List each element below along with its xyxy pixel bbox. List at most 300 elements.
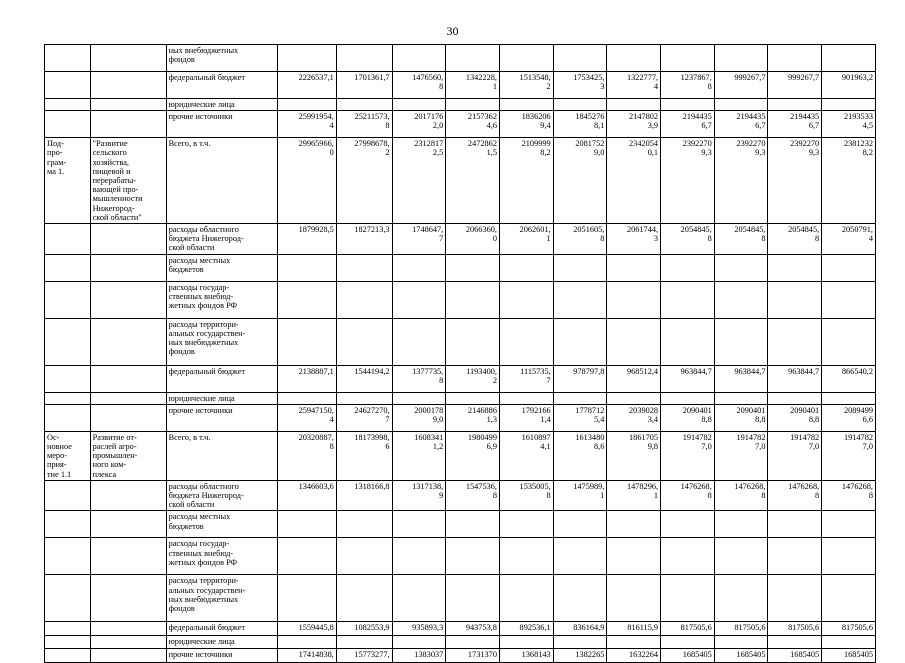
value-cell — [607, 511, 661, 538]
value-cell: 1237867, 8 — [661, 72, 715, 99]
value-cell — [661, 318, 715, 365]
program-name-cell: Развитие от- раслей агро- промышлен- ного ком- плекса — [90, 431, 166, 480]
value-cell: 1879928,5 — [278, 224, 337, 255]
value-cell — [336, 636, 392, 648]
value-cell: 25991954, 4 — [278, 111, 337, 138]
page-number: 30 — [446, 24, 459, 38]
value-cell: 2157362 4,6 — [446, 111, 500, 138]
program-name-cell — [90, 254, 166, 281]
value-cell: 1559445,8 — [278, 622, 337, 636]
program-code-cell — [45, 636, 91, 648]
value-cell: 2381232 8,2 — [822, 138, 876, 224]
program-code-cell — [45, 224, 91, 255]
value-cell: 817505,6 — [714, 622, 768, 636]
value-cell: 1914782 7,0 — [714, 431, 768, 480]
program-name-cell — [90, 318, 166, 365]
program-code-cell — [45, 281, 91, 318]
value-cell: 2017176 2,0 — [392, 111, 446, 138]
value-cell — [822, 392, 876, 404]
program-name-cell — [90, 648, 166, 662]
value-cell: 2054845, 8 — [714, 224, 768, 255]
table-row — [45, 99, 876, 111]
value-cell — [768, 45, 822, 72]
value-cell — [822, 636, 876, 648]
value-cell: 1685405 — [714, 648, 768, 662]
program-name-cell — [90, 636, 166, 648]
table-row — [45, 254, 876, 281]
value-cell — [822, 538, 876, 575]
value-cell: 1827213,3 — [336, 224, 392, 255]
value-cell — [822, 254, 876, 281]
value-cell — [446, 392, 500, 404]
value-cell — [553, 538, 607, 575]
value-cell: 15773277, — [336, 648, 392, 662]
value-cell: 2062601, 1 — [499, 224, 553, 255]
table-row — [45, 224, 876, 255]
funding-source-cell: расходы областного бюджета Нижегород- ской области — [166, 224, 277, 255]
value-cell — [392, 511, 446, 538]
value-cell: 2090401 8,8 — [661, 404, 715, 431]
funding-source-cell: расходы местных бюджетов — [166, 511, 277, 538]
value-cell — [499, 281, 553, 318]
value-cell: 1836206 9,4 — [499, 111, 553, 138]
value-cell: 25947150, 4 — [278, 404, 337, 431]
funding-source-cell: расходы территори- альных государствен- ных внебюджетных фондов — [166, 318, 277, 365]
table-row — [45, 511, 876, 538]
program-code-cell — [45, 622, 91, 636]
value-cell: 1082553,9 — [336, 622, 392, 636]
value-cell: 1748647, 7 — [392, 224, 446, 255]
value-cell: 817505,6 — [822, 622, 876, 636]
value-cell — [336, 254, 392, 281]
value-cell: 2392270 9,3 — [714, 138, 768, 224]
value-cell: 1792166 1,4 — [499, 404, 553, 431]
value-cell: 1685405 — [661, 648, 715, 662]
value-cell — [446, 45, 500, 72]
value-cell: 817505,6 — [661, 622, 715, 636]
program-name-cell — [90, 622, 166, 636]
program-code-cell — [45, 365, 91, 392]
value-cell — [661, 45, 715, 72]
value-cell: 935893,3 — [392, 622, 446, 636]
value-cell — [714, 511, 768, 538]
value-cell — [446, 538, 500, 575]
value-cell — [822, 511, 876, 538]
value-cell: 2066360, 0 — [446, 224, 500, 255]
value-cell — [553, 99, 607, 111]
value-cell — [278, 318, 337, 365]
program-name-cell — [90, 404, 166, 431]
value-cell — [336, 281, 392, 318]
value-cell: 892536,1 — [499, 622, 553, 636]
program-code-cell — [45, 575, 91, 622]
value-cell — [822, 99, 876, 111]
value-cell: 2089499 6,6 — [822, 404, 876, 431]
value-cell: 1701361,7 — [336, 72, 392, 99]
value-cell: 1342228, 1 — [446, 72, 500, 99]
program-code-cell — [45, 318, 91, 365]
value-cell: 968512,4 — [607, 365, 661, 392]
table-row — [45, 575, 876, 622]
value-cell — [607, 99, 661, 111]
funding-source-cell: федеральный бюджет — [166, 72, 277, 99]
value-cell — [278, 254, 337, 281]
funding-source-cell: прочие источники — [166, 111, 277, 138]
value-cell — [499, 538, 553, 575]
value-cell: 1778712 5,4 — [553, 404, 607, 431]
value-cell: 2054845, 8 — [661, 224, 715, 255]
value-cell — [392, 636, 446, 648]
table-row — [45, 281, 876, 318]
value-cell — [278, 392, 337, 404]
program-code-cell — [45, 480, 91, 511]
value-cell: 1346603,6 — [278, 480, 337, 511]
value-cell: 1535005, 8 — [499, 480, 553, 511]
value-cell — [553, 318, 607, 365]
program-code-cell — [45, 45, 91, 72]
value-cell — [553, 511, 607, 538]
value-cell — [822, 318, 876, 365]
value-cell: 978797,8 — [553, 365, 607, 392]
funding-source-cell: федеральный бюджет — [166, 365, 277, 392]
value-cell — [607, 636, 661, 648]
value-cell — [446, 99, 500, 111]
value-cell — [661, 254, 715, 281]
value-cell: 27998678, 2 — [336, 138, 392, 224]
value-cell — [661, 281, 715, 318]
value-cell — [714, 392, 768, 404]
value-cell — [553, 575, 607, 622]
value-cell — [499, 99, 553, 111]
value-cell — [607, 538, 661, 575]
value-cell — [607, 318, 661, 365]
program-name-cell — [90, 511, 166, 538]
value-cell: 2051605, 8 — [553, 224, 607, 255]
value-cell: 1685405 — [822, 648, 876, 662]
funding-source-cell: расходы местных бюджетов — [166, 254, 277, 281]
value-cell — [607, 281, 661, 318]
value-cell — [392, 392, 446, 404]
value-cell: 2342054 0,1 — [607, 138, 661, 224]
value-cell — [392, 318, 446, 365]
value-cell — [278, 99, 337, 111]
funding-source-cell: Всего, в т.ч. — [166, 431, 277, 480]
program-name-cell — [90, 72, 166, 99]
value-cell: 963844,7 — [661, 365, 715, 392]
program-code-cell — [45, 254, 91, 281]
value-cell — [714, 636, 768, 648]
value-cell — [553, 254, 607, 281]
value-cell: 1980499 6,9 — [446, 431, 500, 480]
funding-source-cell: Всего, в т.ч. — [166, 138, 277, 224]
value-cell: 963844,7 — [714, 365, 768, 392]
value-cell: 2312817 2,5 — [392, 138, 446, 224]
table-row — [45, 72, 876, 99]
value-cell — [446, 281, 500, 318]
table-row — [45, 365, 876, 392]
value-cell — [768, 575, 822, 622]
value-cell — [607, 45, 661, 72]
value-cell: 1476268, 8 — [822, 480, 876, 511]
value-cell — [499, 511, 553, 538]
value-cell — [499, 575, 553, 622]
value-cell — [768, 636, 822, 648]
value-cell — [661, 99, 715, 111]
value-cell — [553, 281, 607, 318]
value-cell — [714, 99, 768, 111]
value-cell: 1383037 — [392, 648, 446, 662]
funding-source-cell: федеральный бюджет — [166, 622, 277, 636]
program-code-cell — [45, 72, 91, 99]
value-cell — [278, 281, 337, 318]
funding-source-cell: расходы областного бюджета Нижегород- ской области — [166, 480, 277, 511]
program-code-cell — [45, 111, 91, 138]
value-cell: 24627270, 7 — [336, 404, 392, 431]
value-cell: 1193400, 2 — [446, 365, 500, 392]
value-cell — [553, 45, 607, 72]
value-cell — [768, 254, 822, 281]
value-cell: 1317138, 9 — [392, 480, 446, 511]
value-cell: 2146886 1,3 — [446, 404, 500, 431]
value-cell: 1318166,8 — [336, 480, 392, 511]
value-cell — [392, 281, 446, 318]
value-cell — [768, 318, 822, 365]
value-cell — [768, 99, 822, 111]
value-cell: 999267,7 — [714, 72, 768, 99]
program-code-cell — [45, 392, 91, 404]
program-code-cell — [45, 648, 91, 662]
value-cell: 2194435 6,7 — [768, 111, 822, 138]
value-cell: 2193533 4,5 — [822, 111, 876, 138]
value-cell — [661, 636, 715, 648]
value-cell — [714, 318, 768, 365]
value-cell — [499, 318, 553, 365]
value-cell — [714, 254, 768, 281]
value-cell: 866540,2 — [822, 365, 876, 392]
table-row — [45, 45, 876, 72]
funding-source-cell: расходы территори- альных государствен- ных внебюджетных фондов — [166, 575, 277, 622]
value-cell: 963844,7 — [768, 365, 822, 392]
value-cell: 2147802 3,9 — [607, 111, 661, 138]
table-row — [45, 431, 876, 480]
budget-table — [44, 44, 876, 663]
value-cell — [278, 511, 337, 538]
value-cell — [768, 392, 822, 404]
value-cell: 2194435 6,7 — [661, 111, 715, 138]
value-cell: 1731370 — [446, 648, 500, 662]
value-cell: 901963,2 — [822, 72, 876, 99]
program-name-cell — [90, 224, 166, 255]
value-cell — [607, 254, 661, 281]
table-row — [45, 392, 876, 404]
value-cell: 1685405 — [768, 648, 822, 662]
value-cell — [499, 254, 553, 281]
value-cell — [661, 575, 715, 622]
value-cell: 1476268, 8 — [661, 480, 715, 511]
program-code-cell — [45, 511, 91, 538]
value-cell: 1914782 7,0 — [661, 431, 715, 480]
value-cell — [336, 511, 392, 538]
table-row — [45, 636, 876, 648]
value-cell — [661, 392, 715, 404]
value-cell — [661, 538, 715, 575]
value-cell — [768, 511, 822, 538]
value-cell — [607, 392, 661, 404]
value-cell — [446, 254, 500, 281]
funding-source-cell: расходы государ- ственных внебюд- жетных фондов РФ — [166, 538, 277, 575]
value-cell — [499, 45, 553, 72]
value-cell — [714, 281, 768, 318]
value-cell — [553, 636, 607, 648]
value-cell: 1368143 — [499, 648, 553, 662]
value-cell: 25211573, 8 — [336, 111, 392, 138]
value-cell: 1476268, 8 — [714, 480, 768, 511]
table-row — [45, 538, 876, 575]
value-cell — [392, 575, 446, 622]
value-cell: 2138887,1 — [278, 365, 337, 392]
value-cell: 1613480 8,6 — [553, 431, 607, 480]
value-cell — [278, 636, 337, 648]
value-cell: 1115735, 7 — [499, 365, 553, 392]
value-cell: 2054845, 8 — [768, 224, 822, 255]
value-cell — [446, 511, 500, 538]
value-cell: 1845276 8,1 — [553, 111, 607, 138]
value-cell: 1914782 7,0 — [822, 431, 876, 480]
value-cell — [446, 575, 500, 622]
value-cell: 817505,6 — [768, 622, 822, 636]
funding-source-cell: юридические лица — [166, 636, 277, 648]
value-cell — [446, 318, 500, 365]
value-cell: 2392270 9,3 — [661, 138, 715, 224]
value-cell — [768, 281, 822, 318]
value-cell: 18173998, 6 — [336, 431, 392, 480]
program-code-cell: Под- про- грам- ма 1. — [45, 138, 91, 224]
value-cell — [392, 99, 446, 111]
value-cell: 2061744, 3 — [607, 224, 661, 255]
table-row — [45, 404, 876, 431]
value-cell: 1476268, 8 — [768, 480, 822, 511]
funding-source-cell: прочие источники — [166, 404, 277, 431]
table-row — [45, 622, 876, 636]
value-cell — [392, 538, 446, 575]
table-row — [45, 138, 876, 224]
value-cell: 1608341 1,2 — [392, 431, 446, 480]
program-name-cell — [90, 45, 166, 72]
value-cell: 943753,8 — [446, 622, 500, 636]
value-cell — [714, 538, 768, 575]
value-cell — [336, 45, 392, 72]
value-cell — [336, 99, 392, 111]
value-cell — [336, 538, 392, 575]
value-cell — [446, 636, 500, 648]
value-cell — [392, 254, 446, 281]
value-cell: 1544194,2 — [336, 365, 392, 392]
program-code-cell — [45, 538, 91, 575]
value-cell — [822, 45, 876, 72]
value-cell — [278, 538, 337, 575]
value-cell: 20320887, 8 — [278, 431, 337, 480]
program-name-cell — [90, 365, 166, 392]
table-row — [45, 318, 876, 365]
value-cell: 1377735, 8 — [392, 365, 446, 392]
value-cell: 2039028 3,4 — [607, 404, 661, 431]
value-cell: 2081752 9,0 — [553, 138, 607, 224]
value-cell — [714, 575, 768, 622]
value-cell: 29965966, 0 — [278, 138, 337, 224]
value-cell: 816115,9 — [607, 622, 661, 636]
value-cell — [392, 45, 446, 72]
value-cell: 2109999 8,2 — [499, 138, 553, 224]
table-row — [45, 648, 876, 662]
funding-source-cell: расходы государ- ственных внебюд- жетных фондов РФ — [166, 281, 277, 318]
value-cell: 2000178 9,0 — [392, 404, 446, 431]
value-cell: 2226537,1 — [278, 72, 337, 99]
value-cell: 1753425, 3 — [553, 72, 607, 99]
program-code-cell — [45, 99, 91, 111]
value-cell: 1476560, 8 — [392, 72, 446, 99]
program-name-cell: "Развитие сельского хозяйства, пищевой и перерабаты- вающей про- мышленности Нижегород- ской области" — [90, 138, 166, 224]
value-cell — [336, 318, 392, 365]
value-cell: 1382265 — [553, 648, 607, 662]
value-cell: 2194435 6,7 — [714, 111, 768, 138]
value-cell — [553, 392, 607, 404]
value-cell: 2050791, 4 — [822, 224, 876, 255]
value-cell: 999267,7 — [768, 72, 822, 99]
table-row — [45, 111, 876, 138]
value-cell — [714, 45, 768, 72]
value-cell: 2090401 8,8 — [714, 404, 768, 431]
value-cell: 1478296, 1 — [607, 480, 661, 511]
value-cell: 1914782 7,0 — [768, 431, 822, 480]
value-cell — [661, 511, 715, 538]
value-cell: 836164,9 — [553, 622, 607, 636]
value-cell — [278, 45, 337, 72]
program-code-cell: Ос- новное меро- прия- тие 1.1 — [45, 431, 91, 480]
funding-source-cell: ных внебюджетных фондов — [166, 45, 277, 72]
program-name-cell — [90, 111, 166, 138]
value-cell: 1610897 4,1 — [499, 431, 553, 480]
program-code-cell — [45, 404, 91, 431]
program-name-cell — [90, 281, 166, 318]
value-cell: 2090401 8,8 — [768, 404, 822, 431]
value-cell: 1475989, 1 — [553, 480, 607, 511]
funding-source-cell: юридические лица — [166, 99, 277, 111]
value-cell — [278, 575, 337, 622]
value-cell — [499, 636, 553, 648]
value-cell — [336, 392, 392, 404]
value-cell: 1322777, 4 — [607, 72, 661, 99]
value-cell — [336, 575, 392, 622]
program-name-cell — [90, 99, 166, 111]
value-cell: 2392270 9,3 — [768, 138, 822, 224]
program-name-cell — [90, 538, 166, 575]
value-cell — [768, 538, 822, 575]
table-row — [45, 480, 876, 511]
value-cell — [607, 575, 661, 622]
value-cell: 1861705 9,8 — [607, 431, 661, 480]
program-name-cell — [90, 480, 166, 511]
value-cell: 17414838, — [278, 648, 337, 662]
value-cell — [822, 281, 876, 318]
value-cell — [822, 575, 876, 622]
program-name-cell — [90, 392, 166, 404]
program-name-cell — [90, 575, 166, 622]
funding-source-cell: прочие источники — [166, 648, 277, 662]
value-cell: 2472862 1,5 — [446, 138, 500, 224]
value-cell: 1632264 — [607, 648, 661, 662]
value-cell: 1547536, 8 — [446, 480, 500, 511]
value-cell: 1513548, 2 — [499, 72, 553, 99]
